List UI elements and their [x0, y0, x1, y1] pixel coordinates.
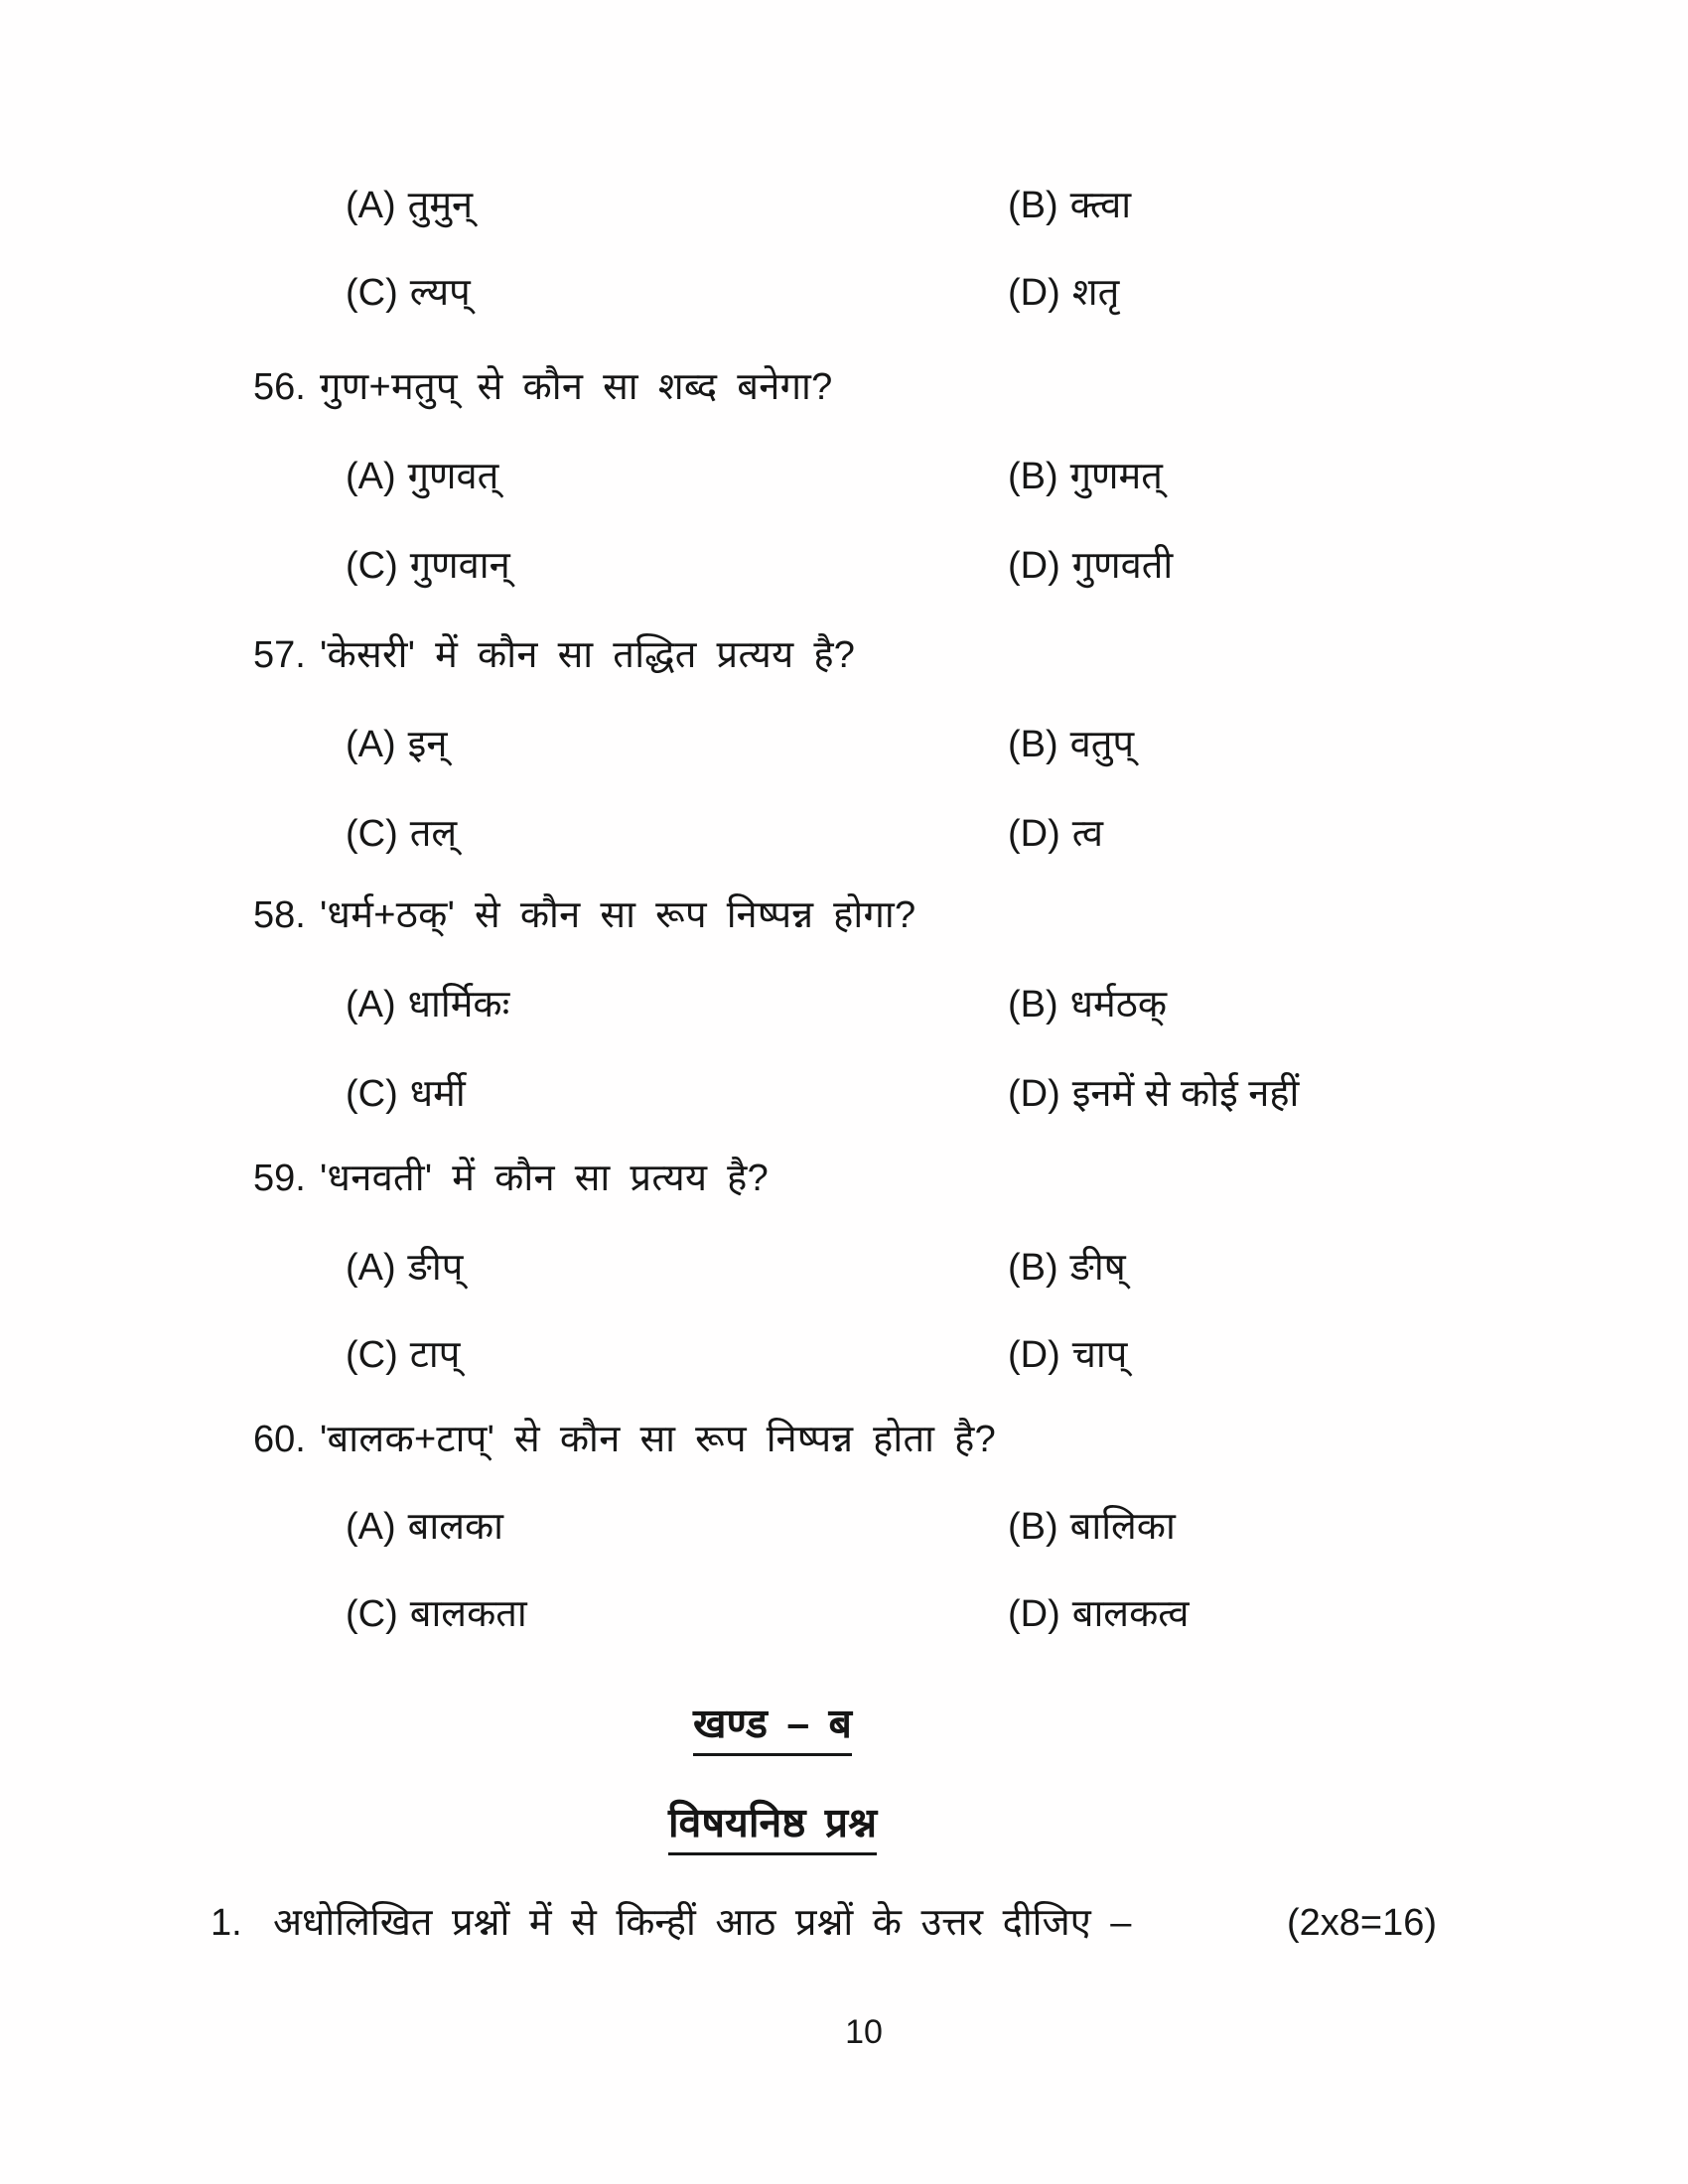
option-key: (A): [346, 1506, 396, 1548]
option-text: शतृ: [1071, 272, 1120, 314]
question-number: 57.: [253, 634, 306, 676]
option-key: (C): [346, 272, 398, 314]
option-text: बालका: [407, 1506, 503, 1548]
option-c: [346, 1072, 466, 1118]
option-key: (A): [346, 1247, 396, 1289]
option-b: [1008, 723, 1134, 768]
option-b: [1008, 983, 1167, 1028]
option-b: [1008, 1246, 1126, 1292]
question-text: 'केसरी' में कौन सा तद्धित प्रत्यय है?: [320, 634, 856, 676]
option-text: गुणमत्: [1069, 456, 1163, 497]
option-d: [1008, 812, 1103, 858]
option-key: (A): [346, 724, 396, 765]
section-subtitle-text: विषयनिष्ठ प्रश्न: [668, 1800, 877, 1855]
option-key: (B): [1008, 984, 1058, 1025]
option-a: [346, 455, 498, 500]
option-text: ङीप्: [407, 1247, 464, 1289]
option-key: (C): [346, 1593, 398, 1635]
option-c: [346, 1592, 527, 1638]
option-key: (D): [1008, 1334, 1060, 1376]
option-key: (B): [1008, 1247, 1058, 1289]
option-key: (D): [1008, 813, 1060, 855]
question-number: 59.: [253, 1158, 306, 1199]
option-key: (D): [1008, 272, 1060, 314]
option-key: (A): [346, 456, 396, 497]
option-text: बालिका: [1069, 1506, 1176, 1548]
option-key: (A): [346, 185, 396, 226]
option-a: [346, 1246, 463, 1292]
option-key: (A): [346, 984, 396, 1025]
option-key: (C): [346, 1073, 398, 1115]
option-c: [346, 812, 457, 858]
option-text: चाप्: [1071, 1334, 1128, 1376]
option-b: [1008, 184, 1131, 229]
option-key: (D): [1008, 545, 1060, 587]
option-key: (D): [1008, 1593, 1060, 1635]
option-key: (D): [1008, 1073, 1060, 1115]
question-number: 58.: [253, 894, 306, 936]
option-a: [346, 184, 473, 229]
marks-label: (2x8=16): [1287, 1902, 1438, 1944]
option-text: धार्मिकः: [407, 984, 510, 1025]
section-title-text: खण्ड – ब: [693, 1701, 852, 1756]
option-text: टाप्: [409, 1334, 461, 1376]
option-key: (B): [1008, 724, 1058, 765]
option-d: [1008, 544, 1173, 590]
question-text: 'धर्म+ठक्' से कौन सा रूप निष्पन्न होगा?: [320, 894, 916, 936]
option-a: [346, 983, 509, 1028]
option-text: इन्: [407, 724, 448, 765]
option-text: तुमुन्: [407, 185, 474, 226]
option-key: (C): [346, 813, 398, 855]
option-text: ङीष्: [1069, 1247, 1126, 1289]
option-key: (B): [1008, 456, 1058, 497]
option-a: [346, 1505, 503, 1551]
option-text: गुणवान्: [409, 545, 510, 587]
option-d: [1008, 1592, 1189, 1638]
option-key: (B): [1008, 185, 1058, 226]
question-text: गुण+मतुप् से कौन सा शब्द बनेगा?: [320, 366, 833, 408]
option-c: [346, 1333, 460, 1379]
question-number: 60.: [253, 1419, 306, 1460]
option-d: [1008, 1333, 1127, 1379]
option-text: धर्मी: [409, 1073, 466, 1115]
question-number: 1.: [211, 1902, 242, 1944]
option-text: तल्: [409, 813, 458, 855]
option-key: (C): [346, 1334, 398, 1376]
section-title: [0, 1700, 1545, 1748]
option-text: ल्यप्: [409, 272, 471, 314]
question-number: 56.: [253, 366, 306, 408]
option-b: [1008, 455, 1163, 500]
option-c: [346, 271, 471, 317]
question-text: 'धनवती' में कौन सा प्रत्यय है?: [320, 1158, 770, 1199]
option-text: गुणवत्: [407, 456, 499, 497]
option-text: गुणवती: [1071, 545, 1174, 587]
option-text: बालकत्व: [1071, 1593, 1190, 1635]
section-subtitle: [0, 1799, 1545, 1847]
option-key: (C): [346, 545, 398, 587]
option-text: क्त्वा: [1069, 185, 1132, 226]
option-text: बालकता: [409, 1593, 527, 1635]
option-key: (B): [1008, 1506, 1058, 1548]
question-text: 'बालक+टाप्' से कौन सा रूप निष्पन्न होता है?: [320, 1419, 997, 1460]
option-text: धर्मठक्: [1069, 984, 1168, 1025]
option-text: इनमें से कोई नहीं: [1071, 1073, 1300, 1115]
option-d: [1008, 1072, 1299, 1118]
option-text: त्व: [1071, 813, 1103, 855]
option-b: [1008, 1505, 1176, 1551]
page-number: 10: [845, 2013, 883, 2051]
option-text: वतुप्: [1069, 724, 1135, 765]
option-a: [346, 723, 447, 768]
question-text: अधोलिखित प्रश्नों में से किन्हीं आठ प्रश्नों के उत्तर दीजिए –: [273, 1902, 1132, 1944]
option-d: [1008, 271, 1119, 317]
option-c: [346, 544, 510, 590]
